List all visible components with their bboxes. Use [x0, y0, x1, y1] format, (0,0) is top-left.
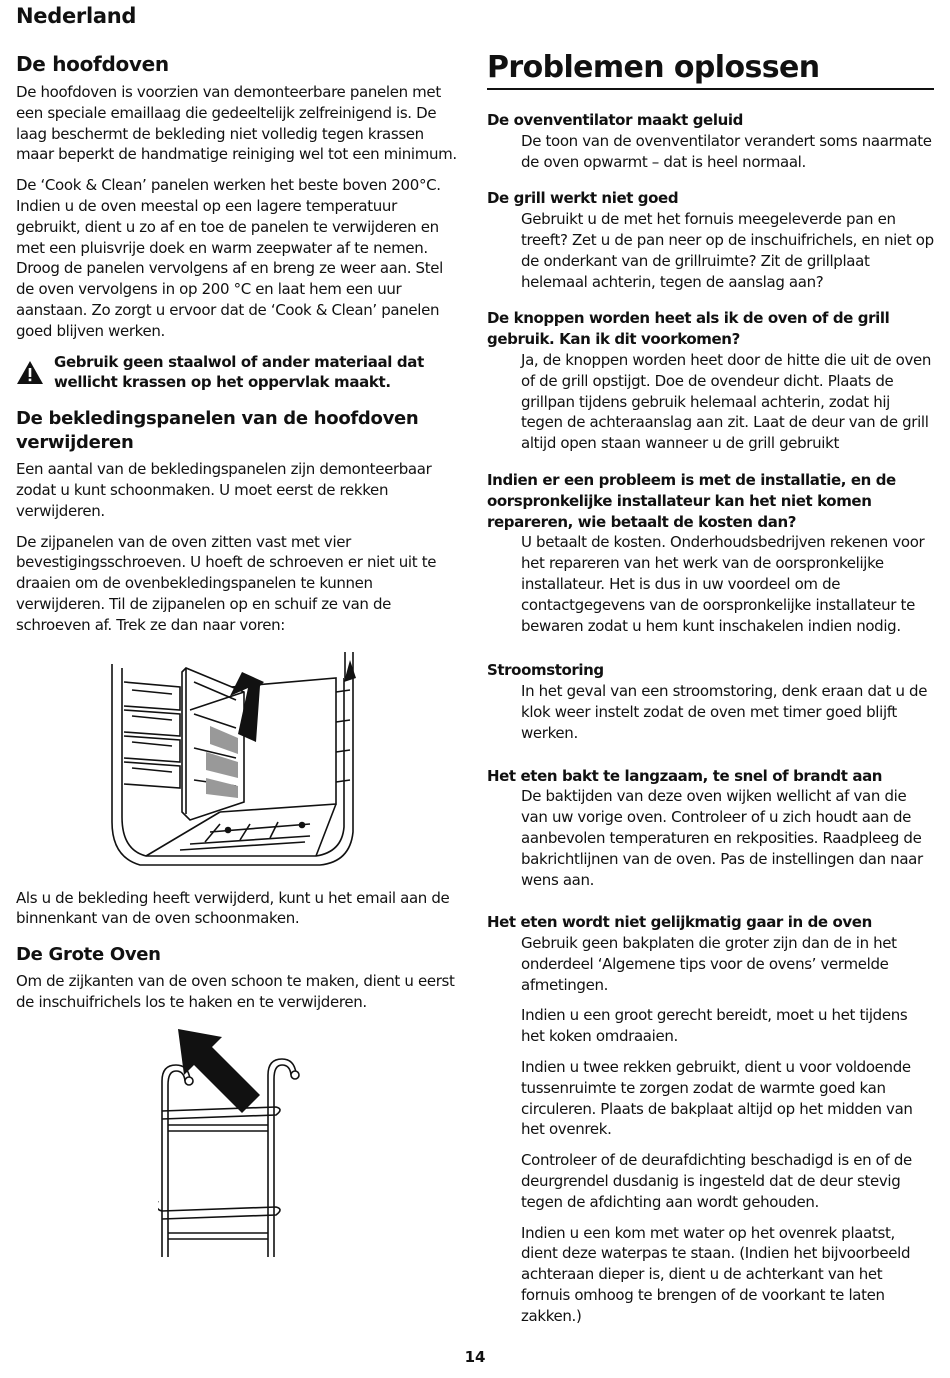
- question-heading: Stroomstoring: [487, 661, 604, 680]
- answer-paragraph: Controleer of de deurafdichting beschadigd is en of de deurgrendel dusdanig is ingesteld dat de deur stevig tegen de afdichting aan wordt gehouden.: [521, 1151, 912, 1211]
- paragraph: De hoofdoven is voorzien van demonteerbare panelen met een speciale emaillaag die gedeeltelijk zelfreinigend is. De laag beschermt de bekleding niet volledig tegen krassen maar beperkt de handmatige reiniging wel tot een minimum.: [16, 83, 457, 164]
- answer-paragraph: De baktijden van deze oven wijken wellicht af van die van uw vorige oven. Controleer of u zich houdt aan de aanbevolen temperaturen en rekposities. Raadpleeg de bakrichtlijnen van de oven. Pas de instellingen dan naar wens aan.: [521, 787, 923, 889]
- warning-note: [16, 352, 462, 394]
- page-number: 14: [464, 1348, 486, 1366]
- troubleshooting-item: [487, 660, 934, 743]
- right-column: [487, 50, 934, 1327]
- answer-paragraph: Indien u twee rekken gebruikt, dient u voor voldoende tussenruimte te zorgen zodat de warmte goed kan circuleren. Plaats de bakplaat altijd op het midden van het ovenrek.: [521, 1058, 913, 1139]
- question-heading: Indien er een probleem is met de installatie, en de oorspronkelijke installateur kan het niet komen repareren, wie betaalt de kosten dan?: [487, 470, 896, 531]
- answer-paragraph: In het geval van een stroomstoring, denk eraan dat u de klok weer instelt zodat de oven met timer goed blijft werken.: [521, 682, 928, 742]
- troubleshooting-item: [487, 766, 934, 891]
- paragraph: Om de zijkanten van de oven schoon te maken, dient u eerst de inschuifrichels los te haken en te verwijderen.: [16, 972, 455, 1011]
- left-column: [16, 52, 462, 1265]
- answer-paragraph: Gebruik geen bakplaten die groter zijn dan de in het onderdeel ‘Algemene tips voor de ovens’ vermelde afmetingen.: [521, 934, 897, 994]
- shelf-runner-removal-illustration: [158, 1025, 308, 1265]
- troubleshooting-item: [487, 110, 934, 172]
- section-title-bekledingspanelen: De bekledingspanelen van de hoofdoven verwijderen: [16, 408, 419, 454]
- paragraph: Als u de bekleding heeft verwijderd, kunt u het email aan de binnenkant van de oven schoonmaken.: [16, 888, 450, 928]
- section-title-grote-oven: De Grote Oven: [16, 944, 161, 966]
- oven-panel-removal-illustration: [110, 652, 380, 874]
- answer-paragraph: Indien u een kom met water op het ovenrek plaatst, dient deze waterpas te staan. (Indien het bijvoorbeeld achteraan dieper is, dient u de achterkant van het fornuis omhoog te brengen of de voorkant te laten zakken.): [521, 1223, 911, 1325]
- troubleshooting-list: [487, 110, 934, 1327]
- answer-paragraph: Indien u een groot gerecht bereidt, moet u het tijdens het koken omdraaien.: [521, 1006, 908, 1046]
- answer-paragraph: De toon van de ovenventilator verandert soms naarmate de oven opwarmt – dat is heel normaal.: [521, 131, 932, 171]
- paragraph: Een aantal van de bekledingspanelen zijn demonteerbaar zodat u kunt schoonmaken. U moet eerst de rekken verwijderen.: [16, 460, 432, 520]
- answer-paragraph: Gebruikt u de met het fornuis meegeleverde pan en treeft? Zet u de pan neer op de inschuifrichels, en niet op de onderkant van de grillruimte? Zit de grillplaat helemaal achterin, tegen de aanslag aan?: [521, 210, 934, 291]
- question-heading: Het eten wordt niet gelijkmatig gaar in de oven: [487, 913, 872, 932]
- question-heading: De ovenventilator maakt geluid: [487, 111, 743, 129]
- question-heading: Het eten bakt te langzaam, te snel of brandt aan: [487, 766, 883, 785]
- question-heading: De knoppen worden heet als ik de oven of de grill gebruik. Kan ik dit voorkomen?: [487, 309, 890, 349]
- paragraph: De ‘Cook & Clean’ panelen werken het beste boven 200°C. Indien u de oven meestal op een lagere temperatuur gebruikt, dient u zo af en toe de panelen te verwijderen en met een pluisvrije doek en warm zeepwater af te nemen. Droog de panelen vervolgens af en breng ze weer aan. Stel de oven vervolgens in op 200 °C en laat hem een uur aanstaan. Zo zorgt u ervoor dat de ‘Cook & Clean’ panelen goed blijven werken.: [16, 176, 443, 340]
- language-header: Nederland: [16, 4, 137, 28]
- troubleshooting-item: [487, 912, 934, 1326]
- warning-triangle-icon: [16, 360, 44, 385]
- question-heading: De grill werkt niet goed: [487, 189, 679, 208]
- troubleshooting-item: [487, 470, 934, 636]
- troubleshooting-item: [487, 308, 934, 454]
- section-title-hoofdoven: De hoofdoven: [16, 52, 169, 76]
- troubleshooting-item: [487, 188, 934, 292]
- warning-text: Gebruik geen staalwol of ander materiaal dat wellicht krassen op het oppervlak maakt.: [54, 352, 424, 392]
- answer-paragraph: Ja, de knoppen worden heet door de hitte die uit de oven of de grill opstijgt. Doe de ovendeur dicht. Plaats de grillpan tijdens gebruik helemaal achterin, zodat hij tegen de achteraanslag aan zit. Laat de deur van de grill altijd open staan wanneer u de grill gebruikt: [521, 350, 932, 453]
- answer-paragraph: U betaalt de kosten. Onderhoudsbedrijven rekenen voor het repareren van het werk van de oorspronkelijke installateur. Het is dus in uw voordeel om de contactgegevens van de oorspronkelijke installateur te bewaren zodat u hem kunt inschakelen indien nodig.: [521, 533, 925, 635]
- paragraph: De zijpanelen van de oven zitten vast met vier bevestigingsschroeven. U hoeft de schroeven er niet uit te draaien om de ovenbekledingspanelen te kunnen verwijderen. Til de zijpanelen op en schuif ze van de schroeven af. Trek ze dan naar voren:: [16, 532, 437, 634]
- troubleshooting-title: Problemen oplossen: [487, 50, 934, 90]
